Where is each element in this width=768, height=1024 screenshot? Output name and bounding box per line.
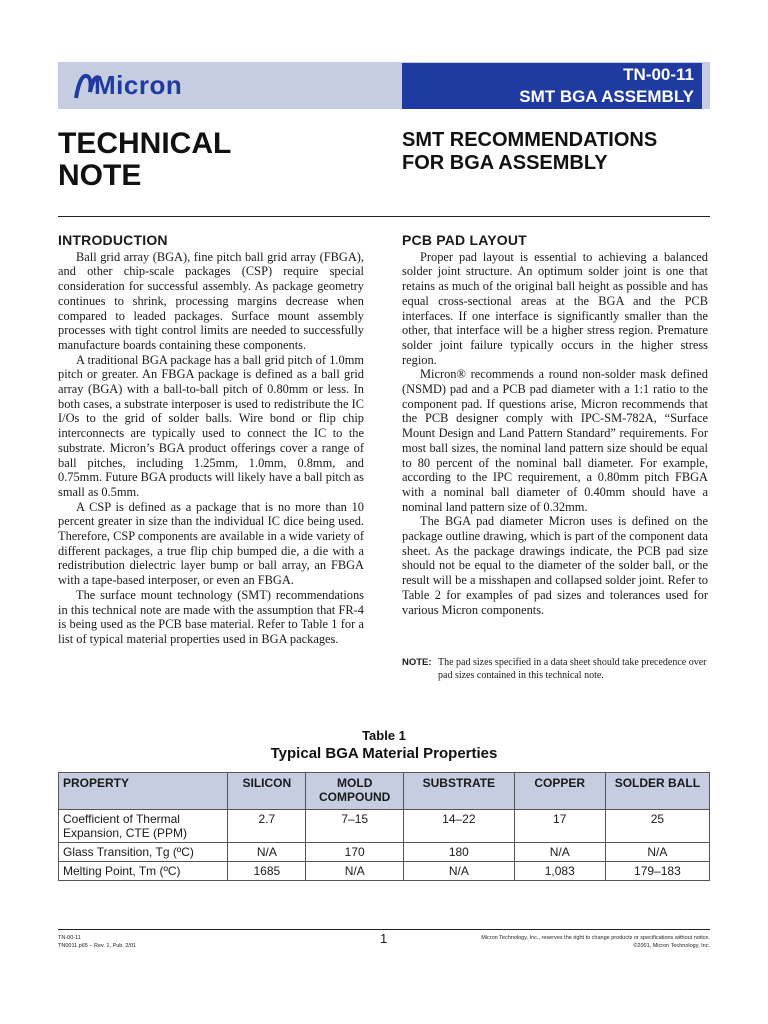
table-cell: 14–22 bbox=[404, 810, 515, 843]
intro-paragraph-1: Ball grid array (BGA), fine pitch ball grid array (FBGA), and other chip-scale packages (CSP) require special consideration for successful assembly. As package geometry continues to shrink, processing margins decrease when compared to leaded packages. Surface mount assembly processes with tight control limits are needed to successfully manufacture boards containing these components. bbox=[58, 249, 364, 352]
intro-paragraph-4: The surface mount technology (SMT) recommendations in this technical note are made with the assumption that FR-4 is being used as the PCB base material. Refer to Table 1 for a list of typical material properties used in BGA packages. bbox=[58, 587, 364, 646]
table-cell: 17 bbox=[514, 810, 605, 843]
table-cell: Glass Transition, Tg (ºC) bbox=[59, 843, 228, 862]
footer-copyright: ©2001, Micron Technology, Inc. bbox=[633, 943, 710, 949]
footer-doc-code: TN-00-11 bbox=[58, 935, 81, 941]
table-cell: 1,083 bbox=[514, 862, 605, 881]
table-header-row bbox=[59, 773, 710, 810]
table-1-title: Typical BGA Material Properties bbox=[270, 745, 498, 762]
introduction-heading: INTRODUCTION bbox=[58, 232, 168, 248]
material-properties-table bbox=[58, 772, 710, 881]
table-cell: 179–183 bbox=[605, 862, 709, 881]
note-text: The pad sizes specified in a data sheet should take precedence over pad sizes contained in this technical note. bbox=[438, 657, 707, 681]
pcb-paragraph-1: Proper pad layout is essential to achieving a balanced solder joint structure. An optimum solder joint is one that retains as much of the original ball height as possible and has equal cross-sectional areas at the BGA and the PCB interfaces. If one interface is significantly smaller than the other, that interface will be a higher stress region. Premature solder joint failure typically occurs in the higher stress region. bbox=[402, 249, 708, 367]
pcb-paragraph-3: The BGA pad diameter Micron uses is defined on the package outline drawing, which is part of the component data sheet. As the package drawings indicate, the PCB pad size should not be equal to the diameter of the solder ball, or the result will be a misshapen and collapsed solder joint. Refer to Table 2 for examples of pad sizes and tolerances used for various Micron components. bbox=[402, 514, 708, 617]
doc-title-line-2: FOR BGA ASSEMBLY bbox=[402, 152, 608, 174]
doc-code: TN-00-11 bbox=[402, 63, 702, 87]
title-line-1: TECHNICAL bbox=[58, 127, 232, 160]
doc-title-line-1: SMT RECOMMENDATIONS bbox=[402, 129, 658, 151]
document-title bbox=[402, 129, 657, 175]
intro-paragraph-3: A CSP is defined as a package that is no more than 10 percent greater in size than the individual IC dice being used. Therefore, CSP components are available in a wide variety of different packages, a true flip chip bumped die, a die with a redistribution dielectric layer bump or ball array, an FBGA with a tape-based interposer, or even an FBGA. bbox=[58, 499, 364, 588]
header-substrate: SUBSTRATE bbox=[404, 773, 515, 810]
pcb-heading: PCB PAD LAYOUT bbox=[402, 232, 527, 248]
footer-right bbox=[481, 934, 710, 950]
header-mold-compound: MOLD COMPOUND bbox=[306, 773, 404, 810]
table-1-label: Table 1 bbox=[362, 728, 406, 743]
technical-note-title bbox=[58, 128, 231, 192]
table-cell: N/A bbox=[404, 862, 515, 881]
table-cell: N/A bbox=[306, 862, 404, 881]
title-divider bbox=[58, 216, 710, 217]
header-silicon: SILICON bbox=[228, 773, 306, 810]
table-cell: 7–15 bbox=[306, 810, 404, 843]
table-row bbox=[59, 862, 710, 881]
title-line-2: NOTE bbox=[58, 159, 142, 192]
table-cell: N/A bbox=[228, 843, 306, 862]
footer-disclaimer: Micron Technology, Inc., reserves the right to change products or specifications without notice. bbox=[481, 935, 710, 941]
footer-left bbox=[58, 934, 136, 950]
table-cell: 25 bbox=[605, 810, 709, 843]
footer-revision: TN0011.p65 – Rev. 1, Pub. 2/01 bbox=[58, 943, 137, 949]
header-property: PROPERTY bbox=[59, 773, 228, 810]
table-cell: Coefficient of Thermal Expansion, CTE (PPM) bbox=[59, 810, 228, 843]
table-cell: Melting Point, Tm (ºC) bbox=[59, 862, 228, 881]
table-row bbox=[59, 810, 710, 843]
table-cell: 170 bbox=[306, 843, 404, 862]
table-cell: 2.7 bbox=[228, 810, 306, 843]
table-cell: 1685 bbox=[228, 862, 306, 881]
pad-size-note bbox=[402, 656, 708, 682]
note-label: NOTE: bbox=[402, 657, 432, 668]
page-number: 1 bbox=[380, 931, 388, 946]
header-copper: COPPER bbox=[514, 773, 605, 810]
pcb-pad-layout-section bbox=[402, 233, 708, 617]
doc-subtitle: SMT BGA ASSEMBLY bbox=[402, 87, 702, 109]
header-solder-ball: SOLDER BALL bbox=[605, 773, 709, 810]
introduction-section bbox=[58, 233, 364, 647]
table-row bbox=[59, 843, 710, 862]
footer-divider bbox=[58, 929, 710, 930]
table-cell: 180 bbox=[404, 843, 515, 862]
logo-text: Micron bbox=[94, 70, 183, 100]
pcb-paragraph-2: Micron® recommends a round non-solder mask defined (NSMD) pad and a PCB pad diameter with a 1:1 ratio to the component pad. If questions arise, Micron recommends that the PCB designer comply with IPC-SM-782A, “Surface Mount Design and Land Pattern Standard” requirements. For most ball sizes, the nominal land pattern size should be equal to 80 percent of the nominal ball diameter. For example, according to the IPC requirement, a 0.80mm pitch FBGA with a nominal ball diameter of 0.40mm should have a nominal land pattern size of 0.32mm. bbox=[402, 367, 708, 514]
table-cell: N/A bbox=[514, 843, 605, 862]
table-cell: N/A bbox=[605, 843, 709, 862]
intro-paragraph-2: A traditional BGA package has a ball grid pitch of 1.0mm pitch or greater. An FBGA package is defined as a ball grid array (BGA) with a ball-to-ball pitch of 0.80mm or less. In both cases, a substrate interposer is used to redistribute the IC I/Os to the grid of solder balls. Wire bond or flip chip interconnects are typically used to connect the IC to the substrate. Micron’s BGA product offerings cover a range of ball pitches, including 1.25mm, 1.0mm, 0.8mm, and 0.75mm. Future BGA products will likely have a ball pitch as small as 0.5mm. bbox=[58, 352, 364, 499]
